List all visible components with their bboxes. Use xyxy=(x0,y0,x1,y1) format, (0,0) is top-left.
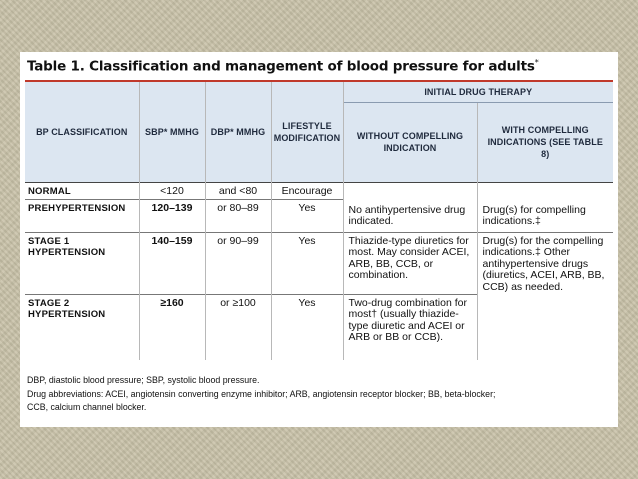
header-bp-classification: BP CLASSIFICATION xyxy=(25,82,139,183)
footnote-line: Drug abbreviations: ACEI, angiotensin converting enzyme inhibitor; ARB, angiotensin receptor blocker; BB, beta-blocker; xyxy=(27,388,496,399)
table-title xyxy=(27,58,613,75)
prehypertension-with-text: Drug(s) for compelling indications.‡ xyxy=(482,203,586,227)
header-sbp: SBP* MMHG xyxy=(139,82,205,183)
slide xyxy=(20,52,618,427)
row-prehypertension-sbp: 120–139 xyxy=(139,199,205,232)
stage1-with-text: Drug(s) for the compelling indications.‡ Other antihypertensive drugs (diuretics, ACEI, ARB, BB, CCB) as needed. xyxy=(477,232,613,360)
prehypertension-without-text: No antihypertensive drug indicated. xyxy=(348,203,466,227)
row-stage1-lifestyle: Yes xyxy=(271,232,343,294)
title-footnote-mark: * xyxy=(534,58,539,67)
table-row xyxy=(25,232,613,294)
stage1-without-text: Thiazide-type diuretics for most. May consider ACEI, ARB, BB, CCB, or combination. xyxy=(343,232,477,294)
row-prehypertension-dbp: or 80–89 xyxy=(205,199,271,232)
footnotes xyxy=(25,374,613,415)
row-stage2-dbp: or ≥100 xyxy=(205,294,271,360)
header-lifestyle: LIFESTYLE MODIFICATION xyxy=(271,82,343,183)
header-without-compelling: WITHOUT COMPELLING INDICATION xyxy=(343,102,477,182)
row-stage2-lifestyle: Yes xyxy=(271,294,343,360)
header-initial-drug-therapy: INITIAL DRUG THERAPY xyxy=(343,82,613,103)
table-row xyxy=(25,182,613,199)
row-normal-lifestyle: Encourage xyxy=(271,182,343,199)
row-stage2-classification: STAGE 2 HYPERTENSION xyxy=(25,294,139,360)
stage2-without-text: Two-drug combination for most† (usually thiazide-type diuretic and ACEI or ARB or BB or CCB). xyxy=(343,294,477,360)
row-stage1-sbp: 140–159 xyxy=(139,232,205,294)
header-dbp: DBP* MMHG xyxy=(205,82,271,183)
bp-table xyxy=(25,82,613,361)
row-prehypertension-lifestyle: Yes xyxy=(271,199,343,232)
header-with-compelling: WITH COMPELLING INDICATIONS (SEE TABLE 8) xyxy=(477,102,613,182)
row-stage2-sbp: ≥160 xyxy=(139,294,205,360)
row-stage1-dbp: or 90–99 xyxy=(205,232,271,294)
row-normal-dbp: and <80 xyxy=(205,182,271,199)
prehypertension-without-cell xyxy=(343,182,477,232)
footnote-line: DBP, diastolic blood pressure; SBP, systolic blood pressure. xyxy=(27,375,260,385)
prehypertension-with-cell xyxy=(477,182,613,232)
row-stage1-classification: STAGE 1 HYPERTENSION xyxy=(25,232,139,294)
row-normal-classification: NORMAL xyxy=(25,182,139,199)
footnote-line: CCB, calcium channel blocker. xyxy=(27,402,147,412)
row-prehypertension-classification: PREHYPERTENSION xyxy=(25,199,139,232)
row-normal-sbp: <120 xyxy=(139,182,205,199)
table-title-text: Table 1. Classification and management of blood pressure for adults xyxy=(27,58,535,75)
